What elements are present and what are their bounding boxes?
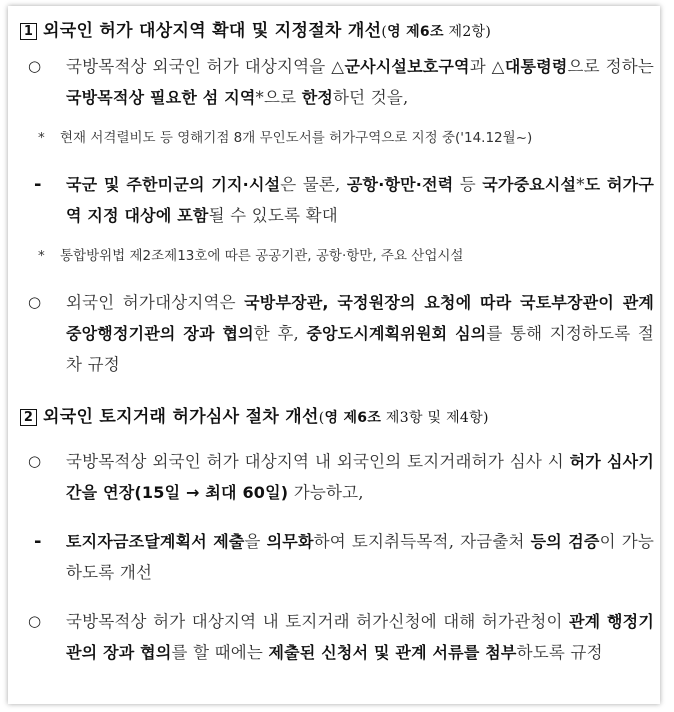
item-text: 외국인 허가대상지역은 국방부장관, 국정원장의 요청에 따라 국토부장관이 관계 중앙행정기관의 장과 협의한 후, 중앙도시계획위원회 심의를 통해 지정하도록 절차 규정 xyxy=(66,293,655,374)
item-text: 국방목적상 외국인 허가 대상지역 내 외국인의 토지거래허가 심사 시 허가 심사기간을 연장(15일 → 최대 60일) 가능하고, xyxy=(66,452,654,502)
section-1-reference: (영 제6조 제2항) xyxy=(381,24,492,40)
footnote-2: * 통합방위법 제2조제13호에 따른 공공기관, 공항·항만, 주요 산업시설 xyxy=(38,248,464,264)
circle-bullet: ○ xyxy=(28,612,42,630)
asterisk-marker: * xyxy=(38,248,45,264)
section-2-item-3 xyxy=(28,606,654,668)
item-text: 국방목적상 외국인 허가 대상지역을 △군사시설보호구역과 △대통령령으로 정하는 국방목적상 필요한 섬 지역*으로 한정하던 것을, xyxy=(66,57,654,107)
asterisk-marker: * xyxy=(38,130,45,146)
section-1-item-3 xyxy=(28,287,654,380)
section-2-title: 외국인 토지거래 허가심사 절차 개선 xyxy=(43,407,319,427)
section-2-item-1 xyxy=(28,446,654,508)
circle-bullet: ○ xyxy=(28,57,42,75)
item-text: 국방목적상 허가 대상지역 내 토지거래 허가신청에 대해 허가관청이 관계 행정기관의 장과 협의를 할 때에는 제출된 신청서 및 관계 서류를 첨부하도록 규정 xyxy=(66,612,654,662)
circle-bullet: ○ xyxy=(28,452,42,470)
dash-bullet: - xyxy=(34,531,42,552)
item-text: 토지자금조달계획서 제출을 의무화하여 토지취득목적, 자금출처 등의 검증이 가능하도록 개선 xyxy=(66,532,654,582)
circle-bullet: ○ xyxy=(28,293,42,311)
section-2-heading xyxy=(20,402,489,427)
dash-bullet: - xyxy=(34,174,42,195)
document-page xyxy=(8,6,660,704)
section-1-item-2 xyxy=(28,169,654,231)
section-2-number: 2 xyxy=(20,409,37,426)
section-1-heading xyxy=(20,16,491,41)
item-text: 국군 및 주한미군의 기지·시설은 물론, 공항·항만·전력 등 국가중요시설*도 허가구역 지정 대상에 포함될 수 있도록 확대 xyxy=(66,175,654,225)
section-1-number: 1 xyxy=(20,23,37,40)
section-1-title: 외국인 허가 대상지역 확대 및 지정절차 개선 xyxy=(43,21,382,41)
footnote-1: * 현재 서격렬비도 등 영해기점 8개 무인도서를 허가구역으로 지정 중('14.12월~) xyxy=(38,130,533,146)
section-2-item-2 xyxy=(28,526,654,588)
section-2-reference: (영 제6조 제3항 및 제4항) xyxy=(318,410,489,426)
section-1-item-1 xyxy=(28,51,654,113)
